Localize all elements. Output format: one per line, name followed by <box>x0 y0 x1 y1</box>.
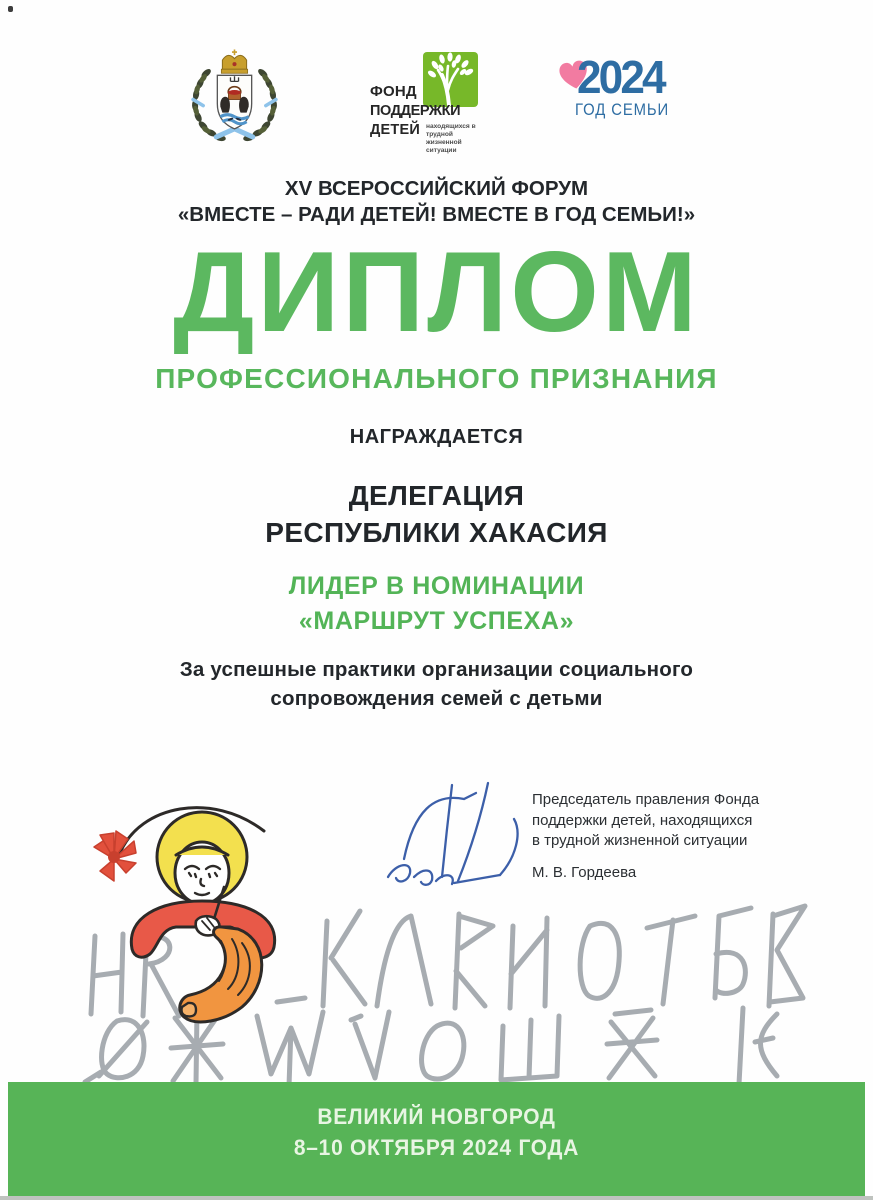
diploma-title: ДИПЛОМ <box>173 229 700 356</box>
signatory-name: М. В. Гордеева <box>532 863 637 881</box>
nomination-line1: ЛИДЕР В НОМИНАЦИИ <box>288 572 585 600</box>
signatory-title-line1: Председатель правления Фонда <box>532 791 760 808</box>
scan-edge-line <box>0 1196 873 1200</box>
footer-band <box>8 1082 865 1196</box>
award-reason-line2: сопровождения семей с детьми <box>270 687 603 710</box>
award-reason-line1: За успешные практики организации социального <box>179 658 694 681</box>
year-of-family-2024-logo <box>556 51 686 136</box>
scan-artifact-dot <box>8 6 13 12</box>
footer-dates: 8–10 ОКТЯБРЯ 2024 ГОДА <box>293 1135 580 1160</box>
fund-tree-hand-icon <box>423 52 478 107</box>
forum-title-line1: XV ВСЕРОССИЙСКИЙ ФОРУМ <box>284 177 589 200</box>
nomination-title <box>0 569 873 639</box>
fund-logo-tagline: находящихся в трудной жизненной ситуации <box>426 123 476 154</box>
novgorod-region-coat-of-arms-icon <box>186 46 283 145</box>
children-support-fund-logo <box>370 52 476 160</box>
forum-title-line2: «ВМЕСТЕ – РАДИ ДЕТЕЙ! ВМЕСТЕ В ГОД СЕМЬИ!» <box>177 203 696 226</box>
fund-logo-word-1: ФОНД <box>370 83 417 100</box>
footer-text <box>38 1101 835 1163</box>
forum-title <box>0 176 873 228</box>
recipient-line1: ДЕЛЕГАЦИЯ <box>348 480 525 511</box>
award-reason <box>0 655 873 713</box>
signatory-title-line3: в трудной жизненной ситуации <box>532 832 748 849</box>
fund-logo-word-2: ПОДДЕРЖКИ <box>370 103 461 119</box>
recipient-line2: РЕСПУБЛИКИ ХАКАСИЯ <box>265 517 608 548</box>
year-logo-caption: ГОД СЕМЬИ <box>575 101 670 119</box>
recipient-name <box>0 477 873 551</box>
handwritten-signature <box>376 779 534 897</box>
footer-city: ВЕЛИКИЙ НОВГОРОД <box>317 1104 556 1129</box>
diploma-subtitle: ПРОФЕССИОНАЛЬНОГО ПРИЗНАНИЯ <box>155 363 718 394</box>
awarded-label: НАГРАЖДАЕТСЯ <box>349 426 524 448</box>
nomination-line2: «МАРШРУТ УСПЕХА» <box>298 607 575 635</box>
signatory-title-line2: поддержки детей, находящихся <box>532 811 753 829</box>
fund-logo-word-3: ДЕТЕЙ <box>370 122 420 138</box>
year-logo-number: 2024 <box>577 51 664 103</box>
onfim-child-drawing <box>90 789 298 1035</box>
signatory-block <box>532 790 768 883</box>
